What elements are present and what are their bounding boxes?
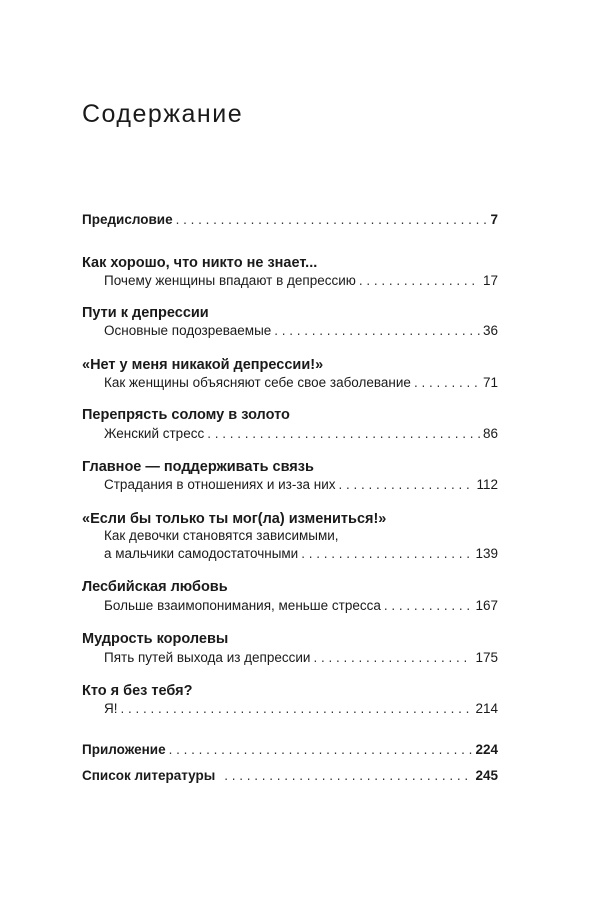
toc-page-number: 224 [475, 742, 498, 757]
toc-entry[interactable] [104, 322, 498, 340]
toc-page-number: 36 [482, 323, 498, 338]
toc-entry-preface[interactable] [82, 211, 498, 229]
toc-entry[interactable] [104, 649, 498, 667]
dot-leader [359, 272, 480, 290]
dot-leader [414, 374, 480, 392]
toc-entry-appendix[interactable] [82, 741, 498, 759]
toc-page-number: 245 [475, 768, 498, 783]
chapter-title: Главное — поддерживать связь [82, 459, 314, 475]
chapter-title: «Нет у меня никакой депрессии!» [82, 357, 324, 373]
toc-label: а мальчики самодостаточными [104, 546, 299, 561]
dot-leader [384, 597, 473, 615]
toc-page-number: 17 [482, 273, 498, 288]
chapter-title: Мудрость королевы [82, 631, 229, 647]
toc-entry[interactable] [104, 374, 498, 392]
dot-leader [169, 741, 473, 759]
toc-label: Пять путей выхода из депрессии [104, 650, 311, 665]
chapter-title: Пути к депрессии [82, 305, 209, 321]
chapter-title: «Если бы только ты мог(ла) измениться!» [82, 511, 387, 527]
toc-entry[interactable] [104, 476, 498, 494]
toc-entry[interactable] [104, 545, 498, 563]
chapter-title: Лесбийская любовь [82, 579, 228, 595]
toc-label: Приложение [82, 742, 166, 757]
toc-label: Я! [104, 701, 118, 716]
toc-label: Страдания в отношениях и из-за них [104, 477, 336, 492]
toc-page-number: 112 [476, 477, 498, 492]
toc-label: Как женщины объясняют себе свое заболевание [104, 375, 411, 390]
toc-page-number: 7 [490, 212, 498, 227]
toc-label: Список литературы [82, 768, 216, 783]
toc-page-number: 139 [475, 546, 498, 561]
toc-entry[interactable] [104, 700, 498, 718]
toc-page-number: 86 [482, 426, 498, 441]
toc-subtitle-line: Как девочки становятся зависимыми, [104, 528, 339, 543]
dot-leader [301, 545, 472, 563]
toc-page-number: 71 [482, 375, 498, 390]
toc-page-number: 167 [475, 598, 498, 613]
dot-leader [207, 425, 480, 443]
chapter-title: Кто я без тебя? [82, 683, 193, 699]
toc-page-number: 214 [475, 701, 498, 716]
toc-label: Женский стресс [104, 426, 205, 441]
dot-leader [339, 476, 474, 494]
toc-entry-bibliography[interactable] [82, 767, 498, 785]
toc-entry[interactable] [104, 272, 498, 290]
toc-page-number: 175 [475, 650, 498, 665]
dot-leader [274, 322, 480, 340]
toc-label: Предисловие [82, 212, 173, 227]
page-title: Содержание [82, 100, 244, 128]
dot-leader [176, 211, 488, 229]
toc-label: Основные подозреваемые [104, 323, 272, 338]
toc-entry[interactable] [104, 597, 498, 615]
chapter-title: Как хорошо, что никто не знает... [82, 255, 318, 271]
toc-label: Почему женщины впадают в депрессию [104, 273, 356, 288]
toc-entry[interactable] [104, 425, 498, 443]
table-of-contents [82, 0, 498, 904]
dot-leader [224, 767, 472, 785]
chapter-title: Перепрясть солому в золото [82, 407, 290, 423]
dot-leader [313, 649, 472, 667]
dot-leader [121, 700, 473, 718]
toc-label: Больше взаимопонимания, меньше стресса [104, 598, 381, 613]
